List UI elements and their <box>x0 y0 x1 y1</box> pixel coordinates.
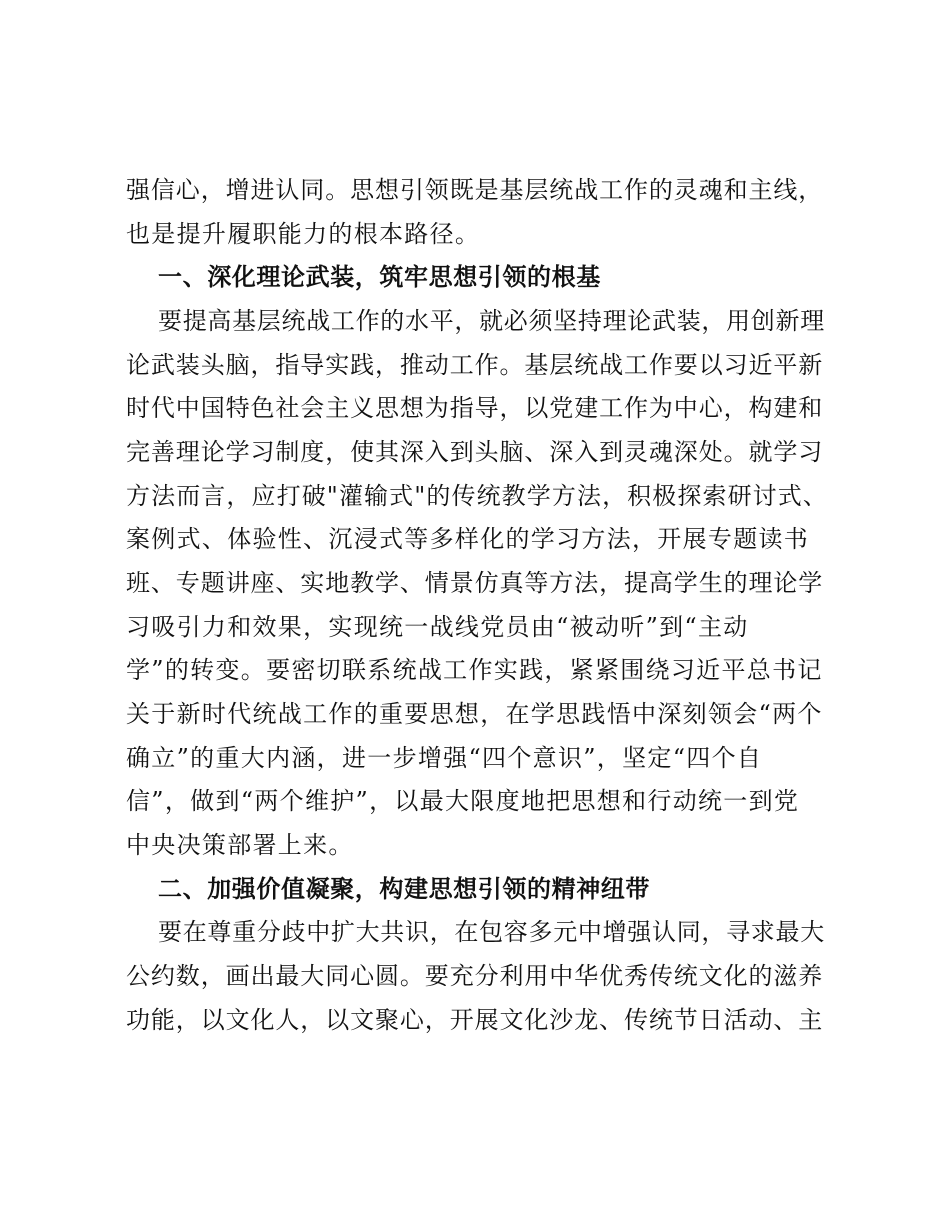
section-heading-2: 二、加强价值凝聚，构建思想引领的精神纽带 <box>158 875 650 903</box>
body-text-line: 强信心，增进认同。思想引领既是基层统战工作的灵魂和主线， <box>126 176 824 204</box>
body-text-line: 公约数，画出最大同心圆。要充分利用中华优秀传统文化的滋养 <box>126 962 824 990</box>
body-text-line: 要在尊重分歧中扩大共识，在包容多元中增强认同，寻求最大 <box>158 918 825 946</box>
body-text-line: 也是提升履职能力的根本路径。 <box>126 220 481 248</box>
body-text-line: 习吸引力和效果，实现统一战线党员由“被动听”到“主动 <box>126 613 749 641</box>
body-text-line: 论武装头脑，指导实践，推动工作。基层统战工作要以习近平新 <box>126 351 824 379</box>
body-text-line: 学”的转变。要密切联系统战工作实践，紧紧围绕习近平总书记 <box>126 656 823 684</box>
body-text-line: 案例式、体验性、沉浸式等多样化的学习方法，开展专题读书 <box>126 525 810 553</box>
body-text-line: 关于新时代统战工作的重要思想，在学思践悟中深刻领会“两个 <box>126 700 823 728</box>
body-text-line: 信”，做到“两个维护”，以最大限度地把思想和行动统一到党 <box>126 787 800 815</box>
body-text-line: 确立”的重大内涵，进一步增强“四个意识”，坚定“四个自 <box>126 744 763 772</box>
body-text-line: 功能，以文化人，以文聚心，开展文化沙龙、传统节日活动、主 <box>126 1006 824 1034</box>
body-text-line: 中央决策部署上来。 <box>126 831 354 859</box>
body-text-line: 方法而言，应打破"灌输式"的传统教学方法，积极探索研讨式、 <box>126 482 828 510</box>
body-text-line: 时代中国特色社会主义思想为指导，以党建工作为中心，构建和 <box>126 394 824 422</box>
body-text-line: 班、专题讲座、实地教学、情景仿真等方法，提高学生的理论学 <box>126 569 824 597</box>
body-text-line: 完善理论学习制度，使其深入到头脑、深入到灵魂深处。就学习 <box>126 438 824 466</box>
body-text-line: 要提高基层统战工作的水平，就必须坚持理论武装，用创新理 <box>158 307 825 335</box>
section-heading-1: 一、深化理论武装，筑牢思想引领的根基 <box>158 263 601 291</box>
